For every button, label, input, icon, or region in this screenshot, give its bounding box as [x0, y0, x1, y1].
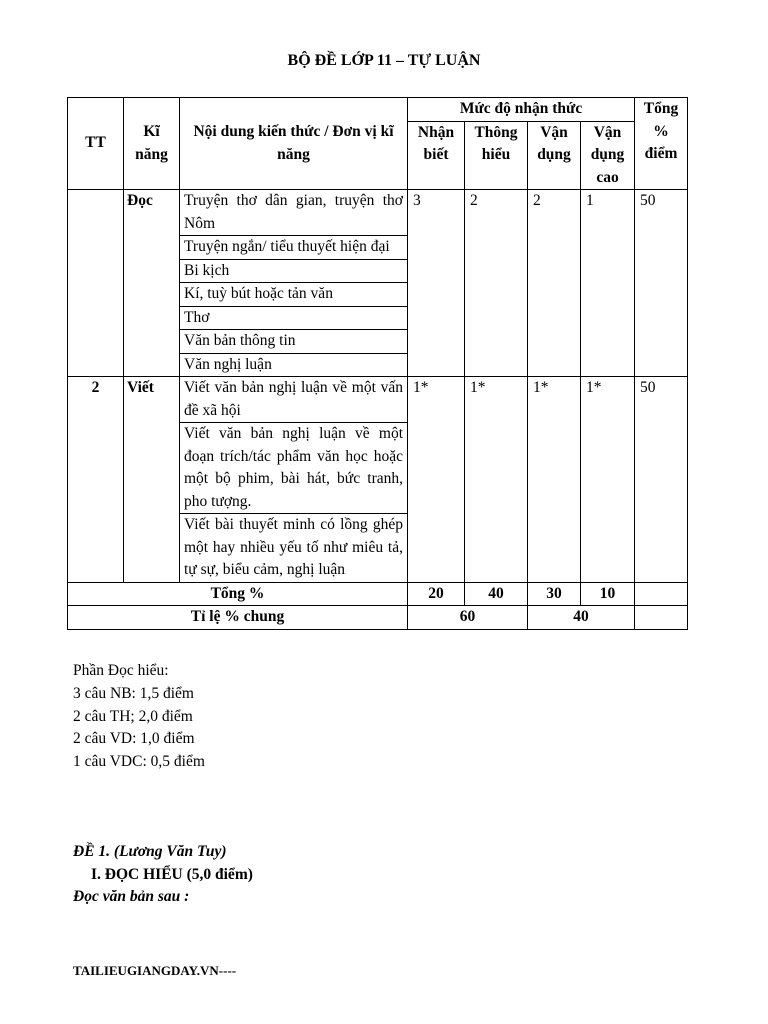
reading-score-notes — [73, 660, 205, 774]
content-item: Truyện thơ dân gian, truyện thơ Nôm — [180, 190, 407, 236]
value-comprehension: 2 — [465, 190, 528, 377]
ratio-higher: 40 — [528, 606, 635, 630]
sum-high-application: 10 — [581, 582, 635, 606]
content-item: Kí, tuỳ bút hoặc tản văn — [180, 283, 407, 307]
value-recognition: 1* — [408, 377, 465, 583]
notes-line: 2 câu TH; 2,0 điểm — [73, 707, 193, 725]
header-level-group: Mức độ nhận thức — [408, 98, 635, 122]
value-recognition: 3 — [408, 190, 465, 377]
value-application: 2 — [528, 190, 581, 377]
sum-total — [635, 582, 688, 606]
value-high-application: 1* — [581, 377, 635, 583]
header-content: Nội dung kiến thức / Đơn vị kĩ năng — [180, 98, 408, 190]
value-application: 1* — [528, 377, 581, 583]
header-total: Tổng % điểm — [635, 98, 688, 190]
header-level-application: Vận dụng — [528, 121, 581, 190]
notes-line: 3 câu NB: 1,5 điểm — [73, 684, 194, 702]
exam-section-heading: I. ĐỌC HIỂU (5,0 điểm) — [91, 865, 253, 883]
content-item: Viết văn bản nghị luận về một vấn đề xã hội — [180, 377, 407, 423]
content-item: Truyện ngắn/ tiểu thuyết hiện đại — [180, 236, 407, 260]
content-item: Viết văn bản nghị luận về một đoạn trích/tác phẩm văn học hoặc một bộ phim, bài hát, bức tranh, pho tượng. — [180, 423, 407, 514]
content-item: Văn nghị luận — [184, 355, 272, 373]
page-title: BỘ ĐỀ LỚP 11 – TỰ LUẬN — [287, 52, 481, 69]
header-level-comprehension: Thông hiểu — [465, 121, 528, 190]
ratio-lower: 60 — [408, 606, 528, 630]
content-item: Thơ — [180, 307, 407, 331]
notes-line: 2 câu VD: 1,0 điểm — [73, 730, 195, 748]
table-row-reading — [68, 190, 688, 377]
sum-comprehension: 40 — [465, 582, 528, 606]
sum-application: 30 — [528, 582, 581, 606]
notes-heading: Phần Đọc hiểu: — [73, 662, 169, 679]
table-sum-row — [68, 582, 688, 606]
header-tt: TT — [68, 98, 124, 190]
value-total: 50 — [635, 377, 688, 583]
exam-prompt: Đọc văn bản sau : — [73, 888, 190, 905]
row-contents — [180, 377, 408, 583]
table-ratio-row — [68, 606, 688, 630]
row-tt — [68, 190, 124, 377]
value-high-application: 1 — [581, 190, 635, 377]
row-contents — [180, 190, 408, 377]
content-item: Bi kịch — [180, 260, 407, 284]
header-level-recognition: Nhận biết — [408, 121, 465, 190]
ratio-label: Tỉ lệ % chung — [68, 606, 408, 630]
exam-matrix-table — [67, 97, 688, 630]
row-tt: 2 — [68, 377, 124, 583]
table-header-row — [68, 98, 688, 122]
row-skill: Đọc — [124, 190, 180, 377]
header-skill: Kĩ năng — [124, 98, 180, 190]
row-skill: Viết — [124, 377, 180, 583]
ratio-total — [635, 606, 688, 630]
content-item: Văn bản thông tin — [180, 330, 407, 354]
exam-section — [73, 841, 253, 909]
notes-line: 1 câu VDC: 0,5 điểm — [73, 753, 205, 771]
table-row-writing — [68, 377, 688, 583]
value-comprehension: 1* — [465, 377, 528, 583]
sum-label: Tổng % — [68, 582, 408, 606]
value-total: 50 — [635, 190, 688, 377]
exam-author-line: ĐỀ 1. (Lương Văn Tuy) — [73, 843, 227, 860]
footer-watermark: TAILIEUGIANGDAY.VN---- — [73, 963, 237, 978]
sum-recognition: 20 — [408, 582, 465, 606]
header-level-high-application: Vận dụng cao — [581, 121, 635, 190]
content-item: Viết bài thuyết minh có lồng ghép một hay nhiều yếu tố như miêu tả, tự sự, biểu cảm, nghị luận — [184, 516, 403, 578]
